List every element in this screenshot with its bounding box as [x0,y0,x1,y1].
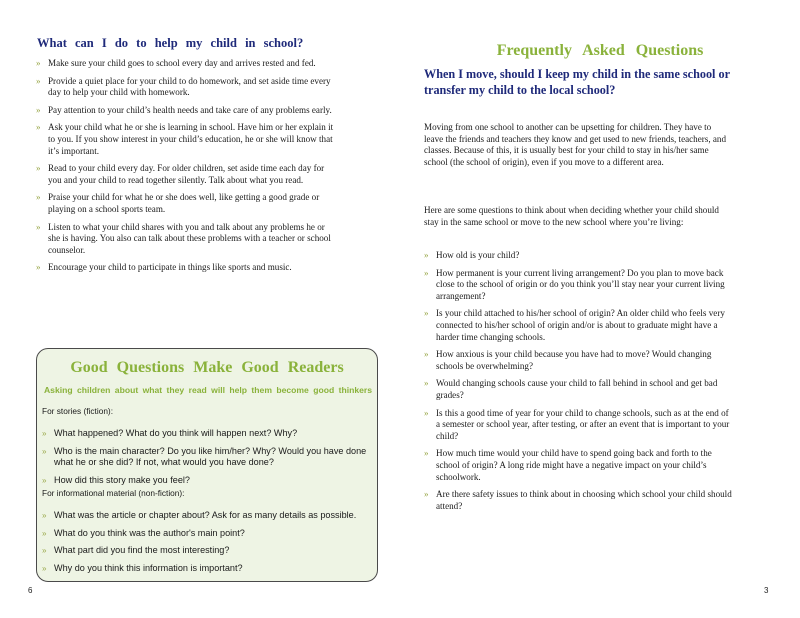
bullet-marker-icon: » [36,163,41,174]
list-item: » Are there safety issues to think about in choosing which school your child should attend? [424,489,732,511]
good-questions-box [36,348,378,582]
box-subtitle: Asking children about what they read will help them become good thinkers [43,385,373,395]
bullet-marker-icon: » [36,262,41,273]
list-item: » Encourage your child to participate in things like sports and music. [36,262,292,273]
bullet-marker-icon: » [42,546,47,556]
list-item: » What happened? What do you think will happen next? Why? [42,428,298,438]
bullet-marker-icon: » [42,528,47,538]
bullet-marker-icon: » [424,349,429,360]
bullet-marker-icon: » [424,378,429,389]
bullet-marker-icon: » [36,221,41,232]
bullet-marker-icon: » [424,407,429,418]
page-number: 3 [764,586,769,595]
list-item: » Why do you think this information is important? [42,562,243,573]
right-page [400,0,800,618]
nonfiction-label: For informational material (non-fiction): [42,488,185,498]
bullet-marker-icon: » [36,58,41,68]
box-title: Good Questions Make Good Readers [70,359,344,376]
paragraph: Here are some questions to think about when deciding whether your child should stay in the same school or move to the new school where you’re living: [424,205,719,227]
list-item: » Read to your child every day. For older children, set aside time each day for you and your child to read together silently. Talk about what you read. [36,163,325,185]
paragraph: Moving from one school to another can be upsetting for children. They have to leave the friends and teachers they know and get used to new friends, teachers, and classes. Because of this, it is usually best for your child to stay in his/her same school (the school of origin), even if you move to a different area. [424,122,726,167]
bullet-marker-icon: » [424,448,429,459]
bullet-marker-icon: » [424,250,429,260]
bullet-marker-icon: » [42,563,47,573]
bullet-marker-icon: » [36,192,41,203]
list-item: » How anxious is your child because you have had to move? Would changing schools be overwhelming? [424,349,712,371]
list-item: » What was the article or chapter about? Ask for as many details as possible. [42,510,357,520]
list-item: » Provide a quiet place for your child to do homework, and set aside time every day to help your child with homework. [36,75,331,98]
list-item: » Who is the main character? Do you like him/her? Why? Would you have done what he or she did? If not, what would you have done? [42,445,367,468]
list-item: » How permanent is your current living arrangement? Do you plan to move back close to the school of origin or do you think you’ll stay near your current living arrangement? [424,267,725,301]
list-item: » Is this a good time of year for your child to change schools, such as at the end of a semester or school year, after testing, or after an event that is important to your child? [424,407,730,441]
fiction-label: For stories (fiction): [42,406,113,416]
bullet-marker-icon: » [36,122,41,133]
faq-question: When I move, should I keep my child in the same school or transfer my child to the local school? [424,67,730,97]
bullet-marker-icon: » [36,75,41,86]
tips-list [36,58,336,280]
page-number: 6 [28,586,33,595]
fiction-list [42,428,372,492]
section-heading: What can I do to help my child in school? [37,36,304,50]
list-item: » Ask your child what he or she is learning in school. Have him or her explain it to you. If you show interest in your child’s education, he or she will know that it’s important. [36,122,334,156]
bullet-marker-icon: » [36,104,41,115]
bullet-marker-icon: » [42,429,47,438]
bullet-marker-icon: » [424,267,429,278]
list-item: » Praise your child for what he or she does well, like getting a good grade or playing on a school sports team. [36,192,320,214]
nonfiction-list [42,510,372,580]
list-item: » How did this story make you feel? [42,474,190,485]
bullet-marker-icon: » [424,489,429,500]
bullet-marker-icon: » [42,446,47,456]
list-item: » What do you think was the author's main point? [42,527,245,538]
list-item: » Make sure your child goes to school every day and arrives rested and fed. [36,58,316,68]
questions-list [424,250,734,518]
list-item: » What part did you find the most interesting? [42,545,230,556]
bullet-marker-icon: » [42,475,47,485]
list-item: » How old is your child? [424,250,520,260]
list-item: » Listen to what your child shares with you and talk about any problems he or she is having. You also can talk about these problems with a teacher or school counselor. [36,221,331,255]
faq-title: Frequently Asked Questions [496,42,704,59]
bullet-marker-icon: » [42,511,47,520]
list-item: » Pay attention to your child’s health needs and take care of any problems early. [36,104,332,115]
list-item: » Is your child attached to his/her school of origin? An older child who feels very connected to his/her school of origin and/or is about to graduate might have a harder time changing schools. [424,308,725,342]
list-item: » Would changing schools cause your child to fall behind in school and get bad grades? [424,378,718,400]
list-item: » How much time would your child have to spend going back and forth to the school of origin? A long ride might have a negative impact on your child’s schoolwork. [424,448,712,482]
bullet-marker-icon: » [424,308,429,319]
